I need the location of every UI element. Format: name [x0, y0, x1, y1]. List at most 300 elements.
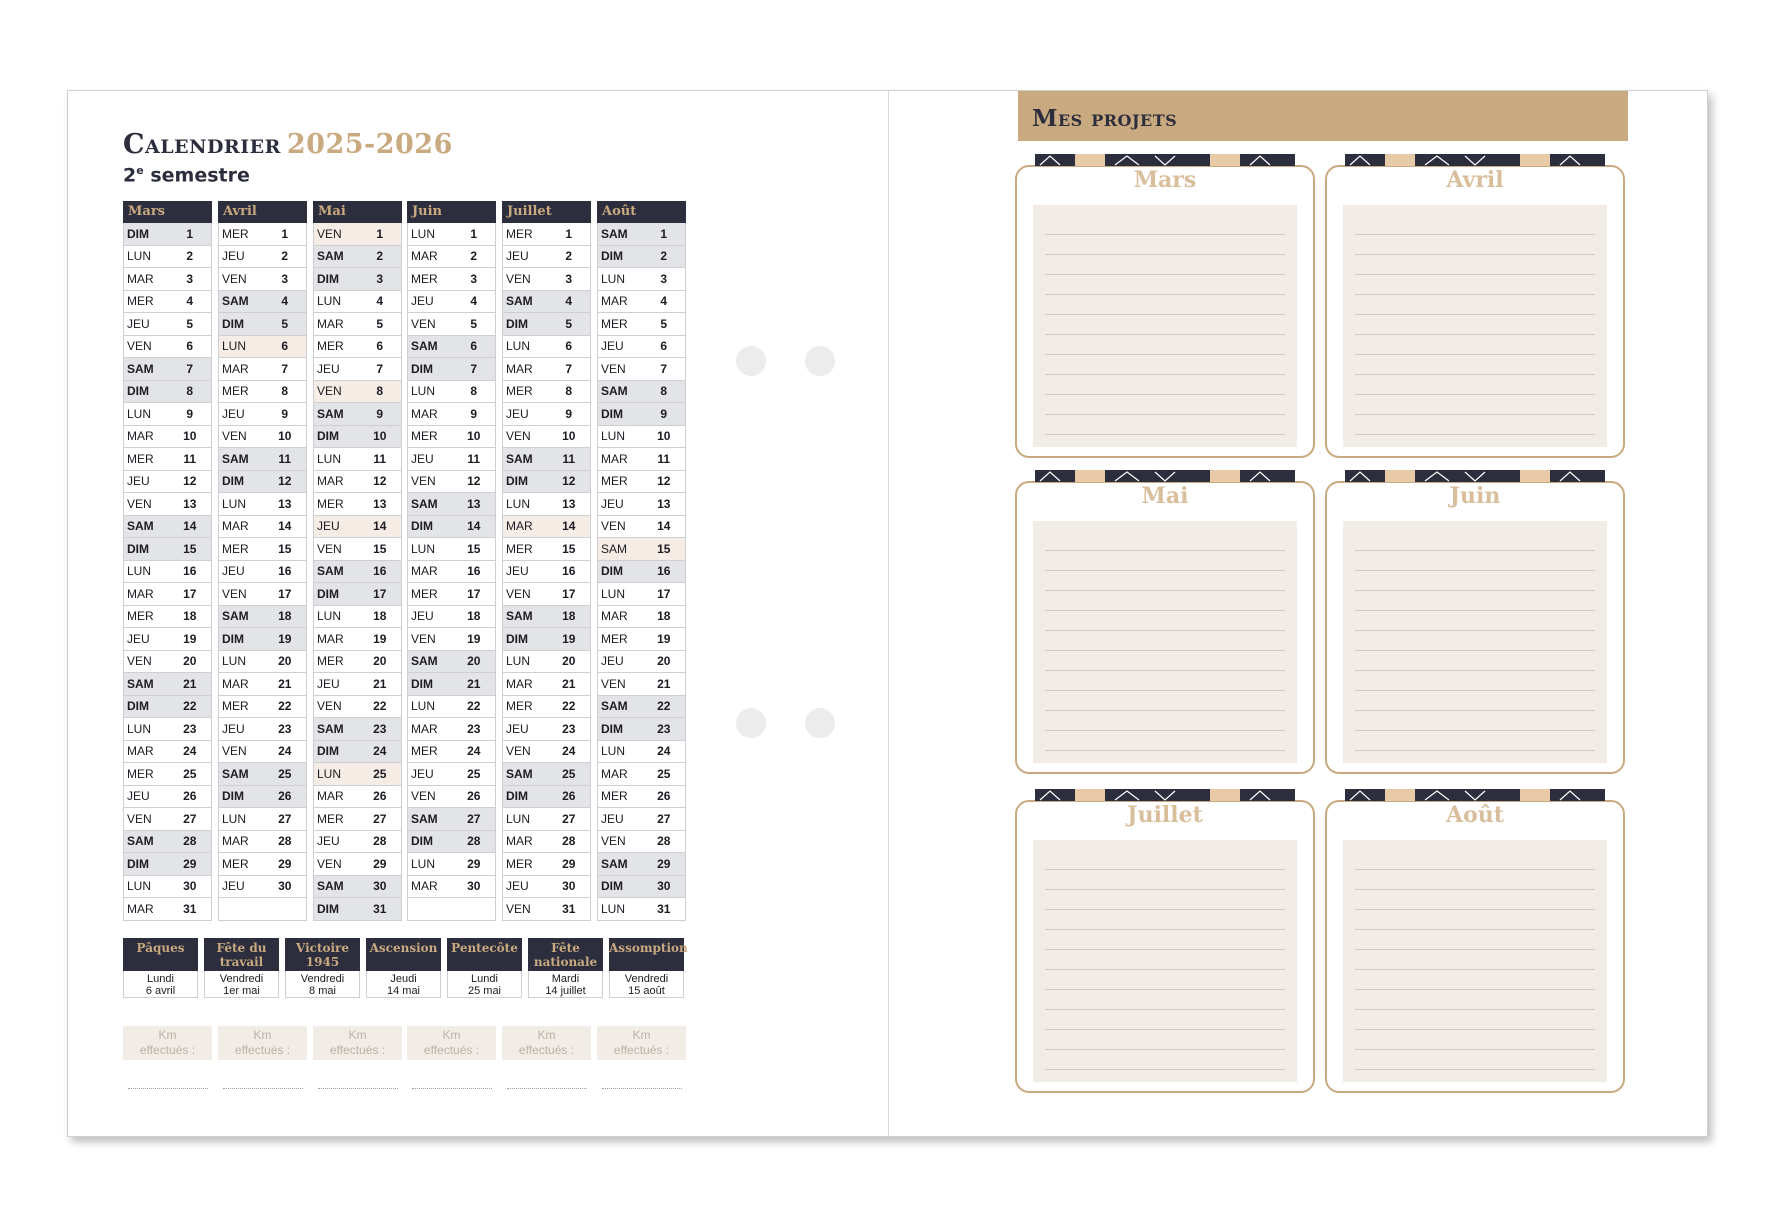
month-column: [597, 201, 686, 921]
day-name: SAM: [601, 856, 628, 871]
day-number: 30: [657, 879, 671, 894]
day-number: 22: [278, 699, 292, 714]
day-number: 17: [278, 586, 292, 601]
day-name: JEU: [317, 834, 340, 849]
agenda-spread: [67, 90, 1708, 1137]
day-name: MAR: [601, 451, 628, 466]
day-row: [218, 381, 307, 404]
day-name: MER: [127, 451, 154, 466]
day-name: MER: [411, 429, 438, 444]
day-row: [313, 786, 402, 809]
day-name: MAR: [506, 361, 533, 376]
km-field[interactable]: [123, 1026, 212, 1089]
km-label-line2: effectués :: [518, 1043, 575, 1057]
day-number: 11: [183, 451, 197, 466]
day-row: [218, 471, 307, 494]
day-row: [218, 673, 307, 696]
day-number: 23: [467, 721, 481, 736]
day-row: [123, 741, 212, 764]
day-number: 17: [183, 586, 197, 601]
day-row: [502, 358, 591, 381]
day-row: [218, 651, 307, 674]
day-name: DIM: [317, 271, 339, 286]
day-number: 10: [183, 429, 197, 444]
day-name: LUN: [317, 451, 342, 466]
day-name: SAM: [317, 879, 344, 894]
day-row: [407, 831, 496, 854]
day-row: [597, 583, 686, 606]
day-row: [218, 403, 307, 426]
day-number: 10: [467, 429, 481, 444]
day-number: 29: [278, 856, 292, 871]
day-row: [597, 741, 686, 764]
day-number: 30: [562, 879, 576, 894]
holiday-weekday: Vendredi: [219, 973, 264, 985]
day-row: [407, 268, 496, 291]
day-number: 11: [373, 451, 387, 466]
day-name: VEN: [411, 474, 436, 489]
day-name: LUN: [506, 496, 531, 511]
day-number: 15: [278, 541, 292, 556]
day-name: MAR: [222, 519, 249, 534]
day-name: LUN: [601, 744, 626, 759]
day-number: 23: [562, 721, 576, 736]
card-decoration: [1345, 469, 1605, 481]
day-row: [313, 696, 402, 719]
day-name: SAM: [506, 609, 533, 624]
card-notes-area[interactable]: [1343, 205, 1607, 447]
card-notes-area[interactable]: [1033, 205, 1297, 447]
day-row: [313, 763, 402, 786]
day-name: LUN: [601, 586, 626, 601]
day-name: JEU: [601, 496, 624, 511]
day-row: [597, 538, 686, 561]
holiday-date: [447, 971, 522, 998]
card-decoration: [1345, 153, 1605, 165]
day-row: [597, 516, 686, 539]
holiday-box: [204, 938, 279, 998]
km-label-line2: effectués :: [329, 1043, 386, 1057]
day-name: SAM: [127, 361, 154, 376]
day-row: [407, 538, 496, 561]
day-row: [218, 786, 307, 809]
day-number: 29: [373, 856, 387, 871]
card-notes-area[interactable]: [1033, 840, 1297, 1082]
day-name: VEN: [411, 316, 436, 331]
day-row: [407, 898, 496, 921]
month-column: [123, 201, 212, 921]
card-notes-area[interactable]: [1343, 521, 1607, 763]
day-number: 27: [183, 811, 197, 826]
card-title: Avril: [1446, 167, 1504, 193]
day-name: VEN: [601, 676, 626, 691]
day-name: DIM: [411, 361, 433, 376]
day-number: 16: [657, 564, 671, 579]
day-row: [313, 831, 402, 854]
day-number: 24: [373, 744, 387, 759]
holidays-row: [123, 938, 763, 1004]
day-number: 15: [657, 541, 671, 556]
day-number: 26: [562, 789, 576, 804]
day-name: SAM: [317, 721, 344, 736]
day-name: MAR: [506, 519, 533, 534]
day-name: MAR: [601, 766, 628, 781]
day-name: DIM: [601, 721, 623, 736]
day-name: MAR: [222, 676, 249, 691]
day-row: [313, 808, 402, 831]
day-name: VEN: [601, 361, 626, 376]
day-number: 30: [278, 879, 292, 894]
day-name: VEN: [317, 856, 342, 871]
day-number: 16: [562, 564, 576, 579]
day-name: LUN: [506, 654, 531, 669]
day-number: 12: [183, 474, 197, 489]
day-number: 19: [562, 631, 576, 646]
day-name: DIM: [601, 406, 623, 421]
day-row: [218, 763, 307, 786]
day-number: 26: [278, 789, 292, 804]
day-name: SAM: [222, 609, 249, 624]
holiday-weekday: Vendredi: [624, 973, 669, 985]
day-number: 8: [565, 384, 573, 399]
day-number: 27: [657, 811, 671, 826]
day-name: LUN: [506, 811, 531, 826]
day-name: MAR: [127, 586, 154, 601]
day-row: [123, 853, 212, 876]
card-notes-area[interactable]: [1343, 840, 1607, 1082]
day-name: DIM: [222, 789, 244, 804]
binder-hole: [805, 346, 835, 376]
day-row: [407, 471, 496, 494]
day-name: MAR: [222, 361, 249, 376]
day-name: LUN: [601, 271, 626, 286]
day-name: JEU: [506, 249, 529, 264]
day-number: 23: [278, 721, 292, 736]
km-label: [313, 1026, 402, 1060]
day-name: LUN: [411, 226, 436, 241]
day-row: [502, 898, 591, 921]
calendar-subtitle: [123, 164, 250, 186]
day-number: 9: [376, 406, 384, 421]
day-name: MER: [222, 541, 249, 556]
day-row: [123, 223, 212, 246]
day-row: [502, 448, 591, 471]
day-row: [407, 223, 496, 246]
day-number: 13: [278, 496, 292, 511]
day-name: VEN: [317, 541, 342, 556]
day-number: 28: [657, 834, 671, 849]
day-number: 1: [186, 226, 194, 241]
day-row: [407, 561, 496, 584]
day-number: 31: [373, 901, 387, 916]
day-name: MER: [127, 294, 154, 309]
day-row: [218, 516, 307, 539]
day-row: [218, 876, 307, 899]
project-card: [1325, 788, 1625, 1093]
holiday-weekday: Lundi: [471, 973, 498, 985]
day-number: 15: [183, 541, 197, 556]
day-row: [123, 246, 212, 269]
day-number: 5: [186, 316, 194, 331]
day-row: [407, 808, 496, 831]
day-row: [597, 898, 686, 921]
month-column: [218, 201, 307, 921]
day-number: 16: [373, 564, 387, 579]
day-name: MAR: [411, 879, 438, 894]
day-number: 8: [660, 384, 668, 399]
day-name: VEN: [506, 429, 531, 444]
km-label-line1: Km: [442, 1028, 461, 1042]
day-name: LUN: [411, 384, 436, 399]
day-row: [502, 471, 591, 494]
holiday-date: [609, 971, 684, 998]
day-row: [502, 786, 591, 809]
day-name: MER: [222, 226, 249, 241]
card-title: Août: [1446, 802, 1504, 828]
day-name: MAR: [317, 631, 344, 646]
subtitle-number: 2: [123, 164, 137, 187]
day-row: [407, 493, 496, 516]
day-row: [502, 313, 591, 336]
day-name: LUN: [601, 901, 626, 916]
day-number: 7: [565, 361, 573, 376]
day-name: LUN: [222, 811, 247, 826]
km-dotted-line: [412, 1088, 492, 1089]
day-number: 9: [186, 406, 194, 421]
km-field[interactable]: [218, 1026, 307, 1089]
day-name: SAM: [411, 339, 438, 354]
day-name: SAM: [601, 699, 628, 714]
month-column: [407, 201, 496, 921]
day-name: JEU: [222, 721, 245, 736]
day-number: 7: [376, 361, 384, 376]
day-number: 28: [562, 834, 576, 849]
day-row: [407, 853, 496, 876]
day-row: [313, 426, 402, 449]
day-number: 21: [278, 676, 292, 691]
card-notes-area[interactable]: [1033, 521, 1297, 763]
project-card: [1325, 153, 1625, 458]
day-number: 21: [467, 676, 481, 691]
day-name: JEU: [317, 361, 340, 376]
day-row: [597, 223, 686, 246]
day-row: [502, 876, 591, 899]
holiday-box: [528, 938, 603, 998]
day-name: MAR: [317, 474, 344, 489]
day-number: 5: [281, 316, 289, 331]
day-row: [407, 381, 496, 404]
day-number: 18: [278, 609, 292, 624]
day-row: [597, 246, 686, 269]
day-number: 5: [660, 316, 668, 331]
day-number: 6: [660, 339, 668, 354]
day-row: [313, 718, 402, 741]
day-row: [407, 673, 496, 696]
day-name: JEU: [506, 879, 529, 894]
day-row: [123, 673, 212, 696]
day-name: JEU: [127, 474, 150, 489]
day-number: 6: [470, 339, 478, 354]
day-name: JEU: [222, 879, 245, 894]
day-name: VEN: [222, 271, 247, 286]
project-card: [1015, 469, 1315, 774]
day-number: 5: [565, 316, 573, 331]
km-field[interactable]: [597, 1026, 686, 1089]
card-ruled-lines: [1355, 531, 1595, 753]
day-number: 25: [657, 766, 671, 781]
day-row: [313, 493, 402, 516]
day-number: 2: [376, 249, 384, 264]
holiday-date: [366, 971, 441, 998]
day-name: MER: [601, 474, 628, 489]
day-row: [502, 718, 591, 741]
day-number: 19: [278, 631, 292, 646]
day-name: DIM: [127, 541, 149, 556]
day-row: [407, 876, 496, 899]
day-name: JEU: [411, 451, 434, 466]
day-number: 4: [281, 294, 289, 309]
day-number: 13: [373, 496, 387, 511]
day-number: 15: [562, 541, 576, 556]
day-row: [123, 358, 212, 381]
day-row: [502, 561, 591, 584]
day-row: [313, 628, 402, 651]
day-name: DIM: [601, 564, 623, 579]
day-number: 1: [565, 226, 573, 241]
day-name: LUN: [222, 654, 247, 669]
day-number: 30: [373, 879, 387, 894]
day-name: MAR: [127, 901, 154, 916]
day-name: DIM: [411, 519, 433, 534]
binder-hole: [805, 708, 835, 738]
km-field[interactable]: [313, 1026, 402, 1089]
day-number: 1: [376, 226, 384, 241]
day-name: SAM: [506, 451, 533, 466]
day-number: 13: [562, 496, 576, 511]
day-name: DIM: [506, 316, 528, 331]
card-ruled-lines: [1045, 531, 1285, 753]
holiday-name: Victoire 1945: [285, 938, 360, 971]
day-name: SAM: [317, 249, 344, 264]
day-row: [218, 538, 307, 561]
card-ruled-lines: [1045, 850, 1285, 1072]
day-name: MAR: [317, 789, 344, 804]
calendar-years: 2025-2026: [286, 129, 453, 160]
day-number: 3: [186, 271, 194, 286]
holiday-box: [447, 938, 522, 998]
day-number: 27: [467, 811, 481, 826]
holiday-name: Pentecôte: [447, 938, 522, 971]
day-row: [123, 538, 212, 561]
day-row: [218, 336, 307, 359]
day-number: 25: [183, 766, 197, 781]
day-number: 26: [373, 789, 387, 804]
day-row: [407, 246, 496, 269]
day-row: [597, 403, 686, 426]
day-name: SAM: [127, 834, 154, 849]
day-name: JEU: [411, 294, 434, 309]
day-number: 3: [470, 271, 478, 286]
day-name: SAM: [317, 564, 344, 579]
day-row: [313, 741, 402, 764]
day-number: 22: [373, 699, 387, 714]
day-name: JEU: [127, 316, 150, 331]
day-name: JEU: [317, 519, 340, 534]
holiday-box: [123, 938, 198, 998]
day-name: MAR: [601, 609, 628, 624]
day-number: 30: [183, 879, 197, 894]
day-name: LUN: [127, 879, 152, 894]
day-row: [218, 808, 307, 831]
holiday-weekday: Lundi: [147, 973, 174, 985]
day-number: 12: [373, 474, 387, 489]
day-name: LUN: [411, 699, 436, 714]
day-number: 3: [565, 271, 573, 286]
day-row: [502, 426, 591, 449]
day-name: LUN: [222, 496, 247, 511]
day-row: [123, 651, 212, 674]
day-name: DIM: [506, 631, 528, 646]
holiday-date: [528, 971, 603, 998]
day-name: VEN: [506, 744, 531, 759]
day-name: JEU: [127, 631, 150, 646]
day-number: 16: [467, 564, 481, 579]
day-name: MER: [317, 339, 344, 354]
holiday-day: 8 mai: [309, 985, 336, 997]
day-row: [123, 381, 212, 404]
page-divider: [888, 91, 889, 1136]
day-row: [597, 448, 686, 471]
day-number: 24: [562, 744, 576, 759]
day-row: [218, 291, 307, 314]
day-row: [407, 628, 496, 651]
day-row: [502, 831, 591, 854]
km-field[interactable]: [407, 1026, 496, 1089]
holiday-weekday: Jeudi: [390, 973, 417, 985]
km-label: [407, 1026, 496, 1060]
day-row: [597, 651, 686, 674]
day-number: 11: [278, 451, 292, 466]
day-name: LUN: [411, 541, 436, 556]
day-number: 23: [657, 721, 671, 736]
day-name: DIM: [127, 699, 149, 714]
day-name: VEN: [411, 789, 436, 804]
day-name: DIM: [411, 834, 433, 849]
day-name: MER: [222, 384, 249, 399]
day-row: [597, 696, 686, 719]
km-field[interactable]: [502, 1026, 591, 1089]
day-name: MER: [506, 384, 533, 399]
holiday-box: [285, 938, 360, 998]
km-row: [123, 1026, 763, 1096]
day-name: JEU: [222, 564, 245, 579]
day-name: LUN: [317, 294, 342, 309]
day-number: 24: [467, 744, 481, 759]
day-number: 21: [183, 676, 197, 691]
card-decoration: [1035, 469, 1295, 481]
day-row: [313, 291, 402, 314]
day-number: 18: [657, 609, 671, 624]
day-row: [597, 763, 686, 786]
day-row: [313, 561, 402, 584]
day-number: 2: [186, 249, 194, 264]
day-number: 25: [278, 766, 292, 781]
day-name: MER: [222, 856, 249, 871]
day-name: VEN: [222, 586, 247, 601]
day-number: 18: [467, 609, 481, 624]
day-name: SAM: [601, 541, 628, 556]
day-number: 24: [183, 744, 197, 759]
